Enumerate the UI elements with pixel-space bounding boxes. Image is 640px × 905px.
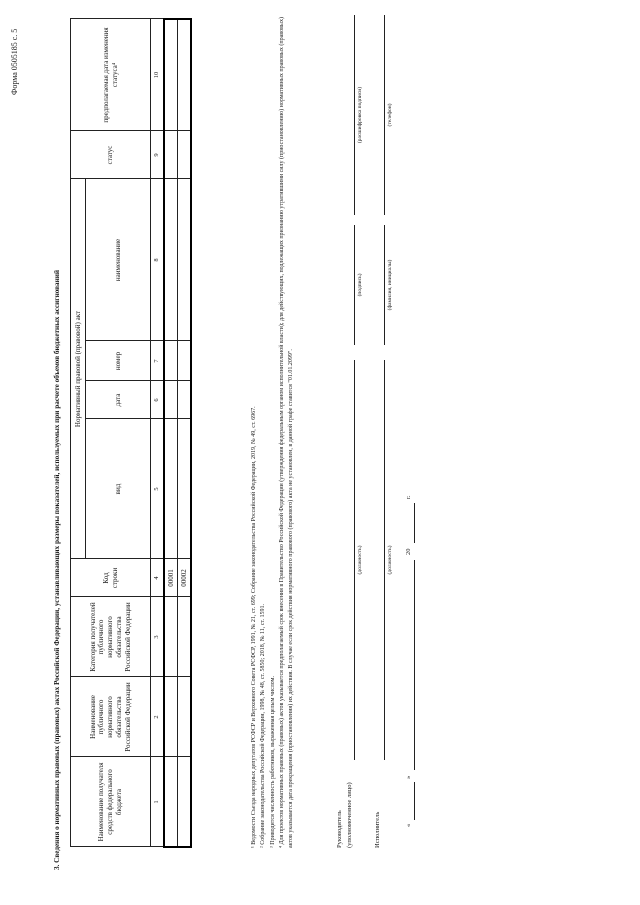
table-cell[interactable] xyxy=(164,19,178,131)
head-position-line[interactable] xyxy=(354,360,355,760)
table-cell[interactable] xyxy=(178,677,192,757)
table-cell[interactable] xyxy=(178,757,192,847)
col-status-date-header: предполагаемая дата изменения статуса⁴ xyxy=(71,19,151,131)
col-act-number-header: номер xyxy=(86,341,151,381)
table-cell[interactable] xyxy=(164,131,178,179)
executor-name-line[interactable] xyxy=(384,225,385,345)
head-decoding-caption: (расшифровка подписи) xyxy=(357,86,363,144)
column-number-row xyxy=(151,19,165,847)
form-number: Форма 0505185 с. 5 xyxy=(10,28,19,95)
executor-phone-caption: (телефон) xyxy=(387,103,393,127)
table-cell[interactable] xyxy=(164,597,178,677)
normative-act-group-header: Нормативный правовой (правовой) акт xyxy=(71,179,86,559)
table-cell[interactable] xyxy=(164,757,178,847)
table-cell[interactable] xyxy=(178,597,192,677)
head-sublabel: (уполномоченное лицо) xyxy=(346,782,353,848)
footnote: ³ Приводится численность работников, выраженная целым числом. xyxy=(269,676,276,848)
col-act-name-header: наименование xyxy=(86,179,151,341)
row-code: 00001 xyxy=(164,559,178,597)
column-number: 10 xyxy=(151,19,165,131)
col-obligation-header: Наименование публичного нормативного обязательства Российской Федерации xyxy=(71,677,151,757)
date-year-suffix: г. xyxy=(405,495,412,499)
table-cell[interactable] xyxy=(178,341,192,381)
column-number: 7 xyxy=(151,341,165,381)
table-cell[interactable] xyxy=(178,19,192,131)
column-number: 8 xyxy=(151,179,165,341)
column-number: 2 xyxy=(151,677,165,757)
footnote: ² Собрание законодательства Российской Федерации, 1998, № 48, ст. 5850; 2018, № 11, ст. 1591. xyxy=(260,603,267,848)
footnote: ⁴ Для проектов нормативных правовых (правовых) актов указывается предполагаемый срок внесения в Правительство Российской Федерации (утверждения федеральным органом исполнительной власти); для действующих, подлежащих признанию утратившими силу (приостановлению) нормативных правовых (правовых) актов указывается дата прекращения (приостановления) их действия. В случае если срок действия нормативного правового (правового) акта не установлен, в данной графе ставится "01.01.2099". xyxy=(279,17,295,848)
executor-phone-line[interactable] xyxy=(384,15,385,215)
col-status-header: статус xyxy=(71,131,151,179)
table-row xyxy=(178,19,192,847)
col-act-date-header: дата xyxy=(86,381,151,419)
row-code: 00002 xyxy=(178,559,192,597)
footnote: ¹ Ведомости Съезда народных депутатов РСФСР и Верховного Совета РСФСР, 1991, № 21, ст. 699; Собрание законодательства Российской Федерации, 2019, № 49, ст. 6967. xyxy=(251,406,257,848)
table-cell[interactable] xyxy=(164,341,178,381)
head-position-caption: (должность) xyxy=(357,545,363,575)
executor-position-caption: (должность) xyxy=(387,545,393,575)
date-year-line[interactable] xyxy=(414,503,415,543)
table-cell[interactable] xyxy=(164,419,178,559)
column-number: 5 xyxy=(151,419,165,559)
date-quote-close: » xyxy=(405,775,412,779)
head-signature-line[interactable] xyxy=(354,225,355,345)
date-month-line[interactable] xyxy=(414,560,415,770)
col-category-header: Категория получателей публичного нормативного обязательства Российской Федерации xyxy=(71,597,151,677)
head-label: Руководитель xyxy=(336,810,343,848)
executor-position-line[interactable] xyxy=(384,360,385,760)
column-number: 9 xyxy=(151,131,165,179)
date-day-line[interactable] xyxy=(414,782,415,820)
table-row xyxy=(164,19,178,847)
col-recipient-header: Наименование получателя средств федерального бюджета xyxy=(71,757,151,847)
column-number: 1 xyxy=(151,757,165,847)
table-cell[interactable] xyxy=(178,419,192,559)
table-cell[interactable] xyxy=(178,381,192,419)
acts-table xyxy=(70,18,192,848)
column-number: 4 xyxy=(151,559,165,597)
date-year-prefix: 20 xyxy=(405,548,412,555)
column-number: 3 xyxy=(151,597,165,677)
executor-name-caption: (фамилия, инициалы) xyxy=(387,259,393,311)
footnotes xyxy=(250,8,297,848)
table-cell[interactable] xyxy=(178,131,192,179)
table-cell[interactable] xyxy=(164,381,178,419)
table-cell[interactable] xyxy=(164,677,178,757)
executor-label: Исполнитель xyxy=(374,811,381,848)
table-cell[interactable] xyxy=(178,179,192,341)
date-quote-open: « xyxy=(405,823,412,827)
head-decoding-line[interactable] xyxy=(354,15,355,215)
table-cell[interactable] xyxy=(164,179,178,341)
column-number: 6 xyxy=(151,381,165,419)
section-title: 3. Сведения о нормативных правовых (правовых) актах Российской Федерации, устанавливающих размеры показателей, используемых при расчете объемов бюджетных ассигнований xyxy=(53,269,61,870)
head-signature-caption: (подпись) xyxy=(357,273,363,297)
col-act-type-header: вид xyxy=(86,419,151,559)
col-code-header: Код строки xyxy=(71,559,151,597)
